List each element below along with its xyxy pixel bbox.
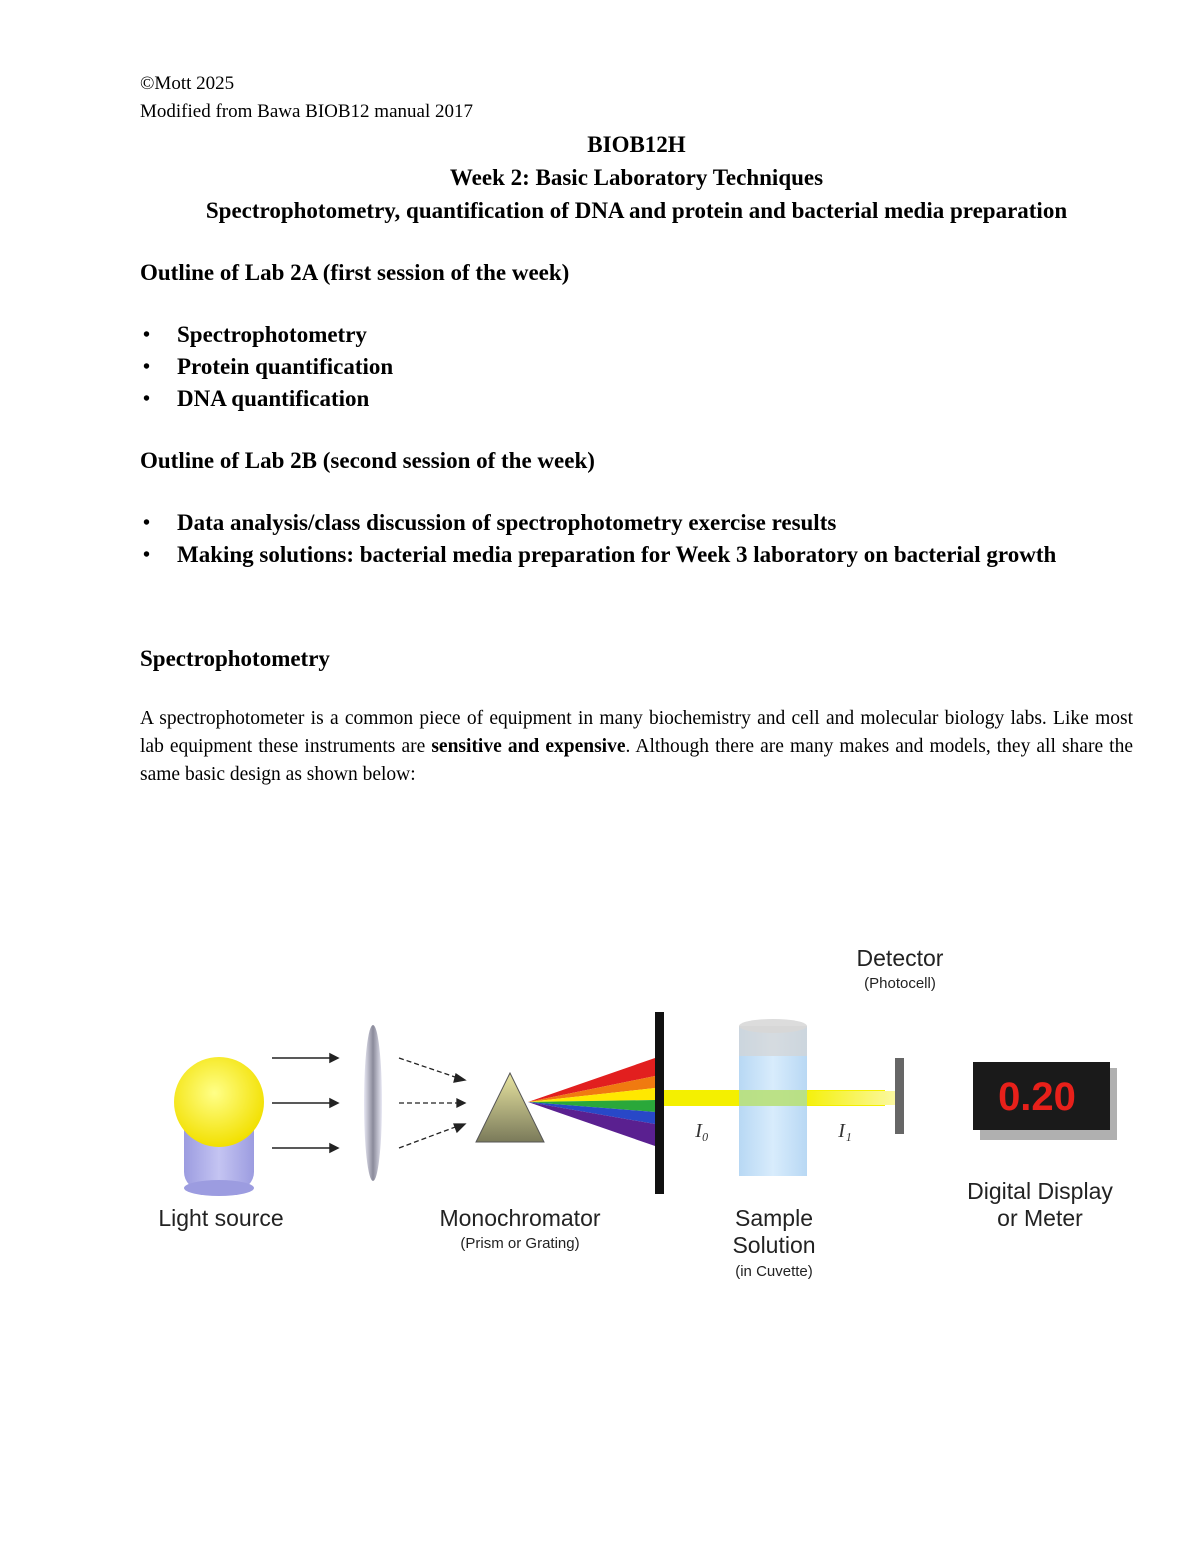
list-item: • DNA quantification [177,383,1133,415]
spectrum-icon [528,1058,655,1146]
lab2b-list [140,507,1133,571]
copyright-line: ©Mott 2025 [140,73,235,94]
para-start: A spectrophotometer is a common piece of equipment in many biochemistry and cell and molecular biology labs. Like most lab equipment these instruments are [140,708,1133,757]
detector-label: Detector [856,945,944,971]
modified-line: Modified from Bawa BIOB12 manual 2017 [140,101,473,122]
spectro-paragraph [140,705,1133,789]
diagram-svg [140,930,1140,1300]
lab2a-list [140,319,1133,415]
monochromator-label: Monochromator [439,1205,601,1231]
sample-label-1: Sample [735,1205,813,1231]
monochromator-sublabel: (Prism or Grating) [460,1235,580,1252]
title-block [140,128,1133,227]
list-item: • Spectrophotometry [177,319,1133,351]
list-item: • Protein quantification [177,351,1133,383]
detector-icon [895,1058,904,1134]
dashed-arrow-icon [399,1058,465,1148]
lens-icon [364,1025,382,1181]
list-item: • Making solutions: bacterial media preparation for Week 3 laboratory on bacterial growth [177,539,1133,571]
display-value: 0.20 [998,1075,1076,1119]
header-meta [140,70,1133,126]
course-code: BIOB12H [587,132,686,157]
lab2a-heading: Outline of Lab 2A (first session of the week) [140,260,570,285]
prism-icon [476,1073,544,1142]
display-label-2: or Meter [997,1205,1083,1231]
light-beam-faded [800,1091,895,1105]
document-subtitle: Spectrophotometry, quantification of DNA and protein and bacterial media preparation [205,198,1068,223]
light-source-label: Light source [158,1205,284,1231]
digital-display-icon [973,1062,1117,1140]
document-page [140,70,1133,789]
cuvette-icon [739,1019,807,1176]
spectro-heading: Spectrophotometry [140,646,330,671]
spectrophotometer-diagram [140,930,1140,1300]
display-label-1: Digital Display [967,1178,1113,1204]
lab2b-heading: Outline of Lab 2B (second session of the week) [140,448,595,473]
sample-label-2: Solution [732,1232,816,1258]
list-item: • Data analysis/class discussion of spectrophotometry exercise results [177,507,1133,539]
para-end: . Although there are many makes and models, they all share the same basic design as shown below: [140,736,1133,785]
arrow-icon [272,1054,338,1152]
para-bold: sensitive and expensive [431,736,626,757]
detector-sublabel: (Photocell) [864,975,936,992]
i0-label: I₀ [695,1120,709,1142]
light-source-icon [174,1057,264,1196]
sample-sublabel: (in Cuvette) [735,1263,813,1280]
i1-label: I₁ [838,1120,852,1142]
slit-icon [655,1012,664,1194]
week-title: Week 2: Basic Laboratory Techniques [449,165,824,190]
